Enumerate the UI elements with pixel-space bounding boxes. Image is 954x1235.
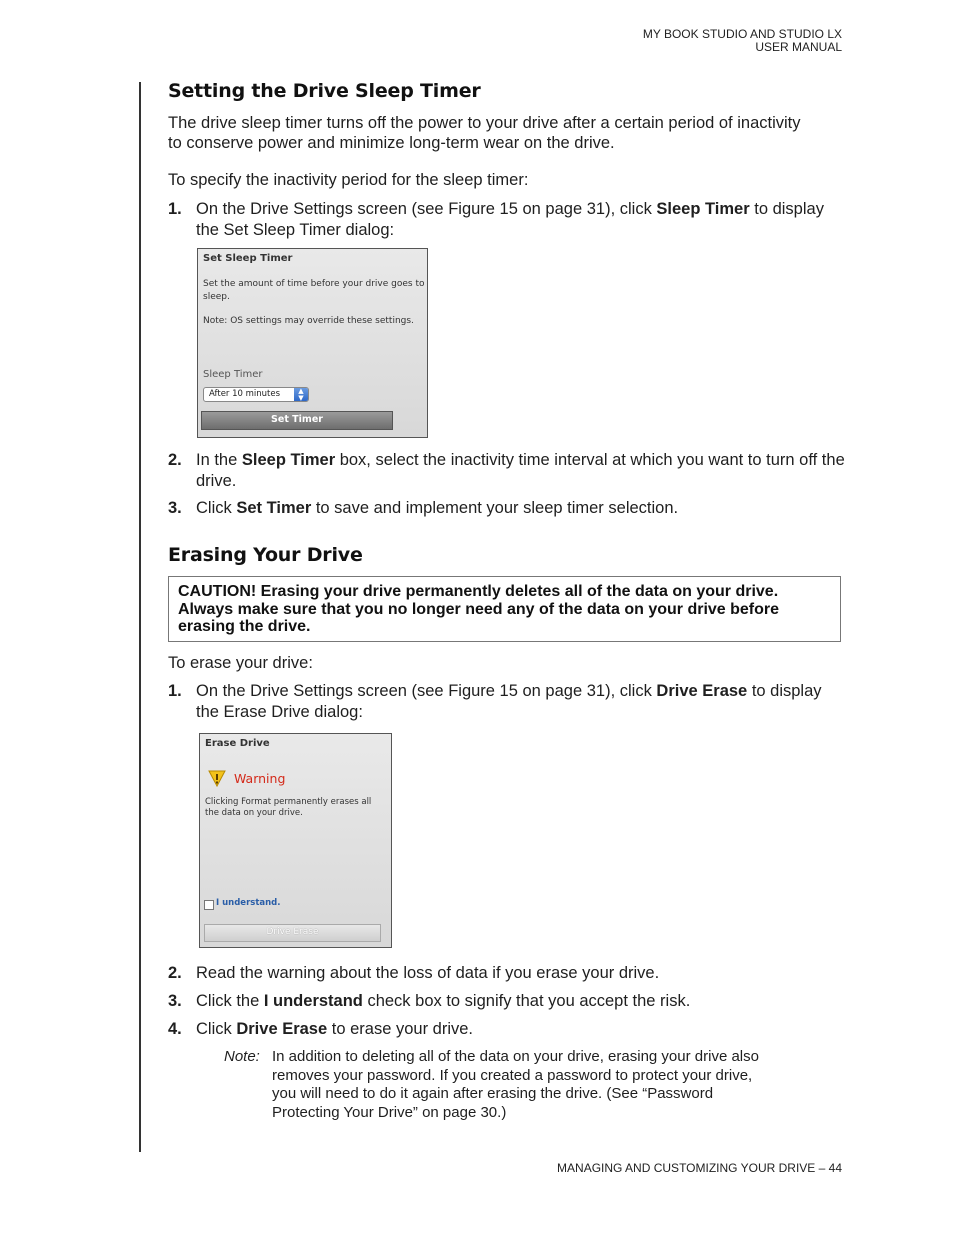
sleep-specify: To specify the inactivity period for the sleep timer: xyxy=(168,171,529,189)
warning-triangle-icon xyxy=(207,768,227,788)
header-line-1: MY BOOK STUDIO AND STUDIO LX xyxy=(642,27,842,41)
sleep-intro xyxy=(168,113,801,153)
sleep-intro-line-2: to conserve power and minimize long-term wear on the drive. xyxy=(168,134,615,152)
drive-erase-button[interactable]: Drive Erase xyxy=(204,924,381,942)
margin-rule xyxy=(139,82,141,1152)
erase-drive-dialog xyxy=(199,733,392,948)
step-number: 4. xyxy=(168,1020,182,1038)
erase-step-3 xyxy=(168,991,848,1012)
step-text: In the Sleep Timer box, select the inactivity time interval at which you want to turn off the drive. xyxy=(196,451,845,490)
step-text: On the Drive Settings screen (see Figure 15 on page 31), click Drive Erase to display the Erase Drive dialog: xyxy=(196,682,822,721)
step-text: Click Set Timer to save and implement your sleep timer selection. xyxy=(196,499,679,517)
header-line-2: USER MANUAL xyxy=(755,40,842,54)
i-understand-checkbox[interactable] xyxy=(204,900,214,910)
running-header xyxy=(643,28,842,54)
step-number: 1. xyxy=(168,200,182,218)
step-text: On the Drive Settings screen (see Figure 15 on page 31), click Sleep Timer to display the Set Sleep Timer dialog: xyxy=(196,200,824,239)
caution-box xyxy=(168,576,841,642)
erase-note xyxy=(224,1048,824,1124)
warning-label: Warning xyxy=(234,771,286,786)
sleep-step-2 xyxy=(168,450,848,492)
sleep-timer-label: Sleep Timer xyxy=(203,369,263,380)
set-timer-button[interactable]: Set Timer xyxy=(201,411,393,430)
running-footer: MANAGING AND CUSTOMIZING YOUR DRIVE – 44 xyxy=(557,1161,842,1175)
select-value: After 10 minutes xyxy=(209,389,281,399)
erase-step-2 xyxy=(168,963,848,984)
dialog-note: Note: OS settings may override these settings. xyxy=(203,316,414,326)
sleep-intro-line-1: The drive sleep timer turns off the power to your drive after a certain period of inactivity xyxy=(168,114,801,132)
up-down-arrows-icon: ▲ ▼ xyxy=(294,388,308,401)
caution-line-3: erasing the drive. xyxy=(178,618,311,635)
step-number: 3. xyxy=(168,499,182,517)
step-number: 2. xyxy=(168,964,182,982)
caution-line-2: Always make sure that you no longer need any of the data on your drive before xyxy=(178,600,780,618)
dialog-title: Set Sleep Timer xyxy=(203,253,293,264)
step-number: 3. xyxy=(168,992,182,1010)
set-sleep-timer-dialog xyxy=(197,248,428,438)
dialog-description: Clicking Format permanently erases all the data on your drive. xyxy=(205,797,372,818)
i-understand-label[interactable]: I understand. xyxy=(216,898,281,908)
step-text: Click Drive Erase to erase your drive. xyxy=(196,1020,473,1038)
step-text: Click the I understand check box to signify that you accept the risk. xyxy=(196,992,691,1010)
step-text: Read the warning about the loss of data if you erase your drive. xyxy=(196,964,660,982)
note-label: Note: xyxy=(224,1048,260,1065)
sleep-step-3 xyxy=(168,498,848,519)
caution-line-1: CAUTION! Erasing your drive permanently deletes all of the data on your drive. xyxy=(178,583,779,600)
note-body: In addition to deleting all of the data on your drive, erasing your drive also removes your password. If you created a password to protect your drive, you will need to do it again after erasing the drive. (See “Password Protecting Your Drive” on page 30.) xyxy=(272,1048,759,1121)
dialog-title: Erase Drive xyxy=(205,738,270,749)
erase-intro: To erase your drive: xyxy=(168,654,313,672)
section-heading-sleep-timer: Setting the Drive Sleep Timer xyxy=(168,80,481,102)
dialog-description: Set the amount of time before your drive goes to sleep. xyxy=(203,279,425,302)
step-number: 1. xyxy=(168,682,182,700)
erase-step-4 xyxy=(168,1019,848,1040)
sleep-timer-select[interactable] xyxy=(203,387,309,402)
step-number: 2. xyxy=(168,451,182,469)
sleep-step-1 xyxy=(168,199,848,241)
section-heading-erasing: Erasing Your Drive xyxy=(168,544,363,566)
erase-step-1 xyxy=(168,681,848,723)
